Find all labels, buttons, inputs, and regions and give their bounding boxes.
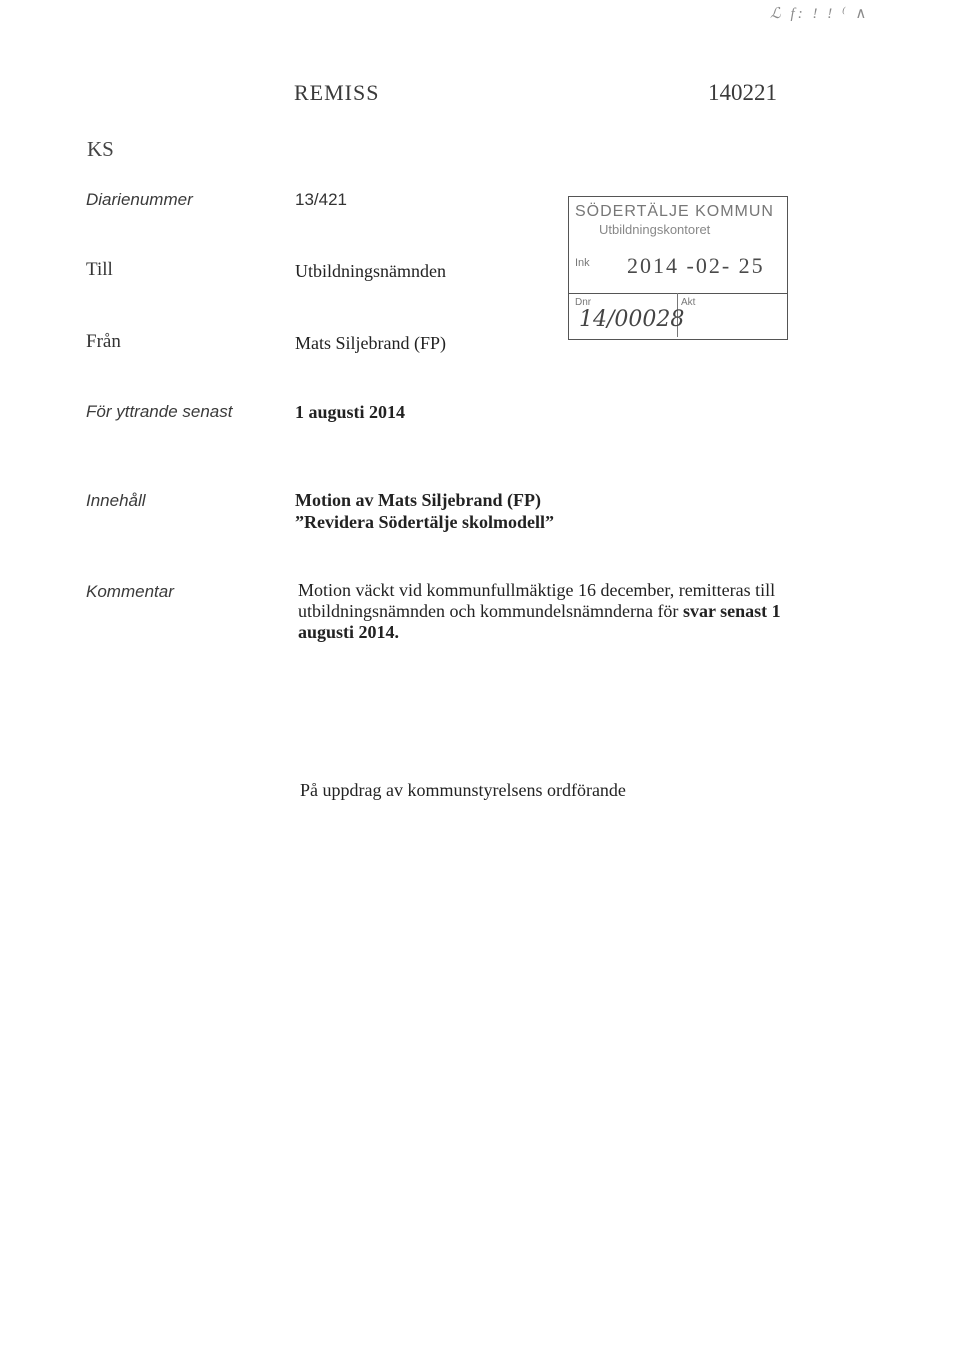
- stamp-dnr-value: 14/00028: [579, 307, 685, 332]
- document-title: REMISS: [294, 80, 380, 105]
- stamp-dnr-label: Dnr: [575, 297, 592, 308]
- stamp-department: Utbildningskontoret: [599, 222, 711, 237]
- innehall-label: Innehåll: [86, 491, 146, 510]
- stamp-divider: [569, 293, 787, 294]
- diarienummer-value: 13/421: [295, 190, 347, 209]
- fran-value: Mats Siljebrand (FP): [295, 333, 446, 353]
- received-stamp: [568, 196, 788, 340]
- stamp-date: 2014 -02- 25: [627, 253, 765, 278]
- till-label: Till: [86, 259, 113, 280]
- fran-label: Från: [86, 331, 121, 352]
- kommentar-text: [298, 580, 838, 643]
- kommentar-text-regular: Motion väckt vid kommunfullmäktige 16 december, remitteras till utbildningsnämnden och kommundelsnämnderna för: [298, 580, 776, 621]
- kommentar-label: Kommentar: [86, 582, 174, 601]
- stamp-organization: SÖDERTÄLJE KOMMUN: [575, 203, 774, 220]
- stamp-ink-label: Ink: [575, 257, 590, 269]
- recipient-code: KS: [87, 137, 114, 161]
- stamp-arr-label: Akt: [681, 297, 696, 308]
- yttrande-value: 1 augusti 2014: [295, 402, 406, 422]
- handwritten-corner-note: ℒ f: ! ! ⁽ ∧: [770, 6, 870, 22]
- till-value: Utbildningsnämnden: [295, 261, 446, 281]
- diarienummer-label: Diarienummer: [86, 190, 193, 209]
- yttrande-label: För yttrande senast: [86, 402, 233, 421]
- document-number: 140221: [708, 80, 777, 105]
- kommentar-text-bold: svar senast 1 augusti 2014.: [298, 601, 781, 642]
- innehall-line1: Motion av Mats Siljebrand (FP): [295, 490, 541, 510]
- innehall-line2: ”Revidera Södertälje skolmodell”: [295, 512, 554, 532]
- signature-line: På uppdrag av kommunstyrelsens ordförande: [300, 780, 626, 800]
